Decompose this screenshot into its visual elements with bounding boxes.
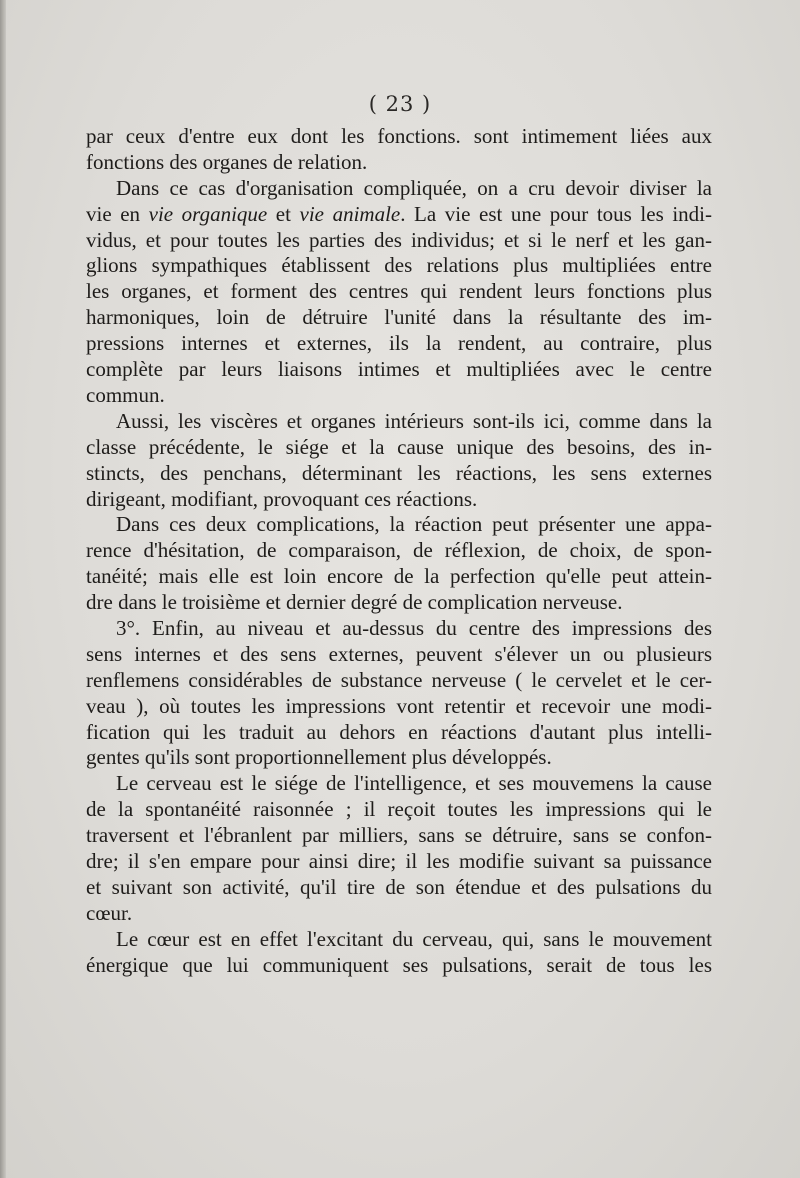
text-line: et suivant son activité, qu'il tire de son étendue et des pulsations du <box>86 874 712 899</box>
text-line: fonctions des organes de relation. <box>86 149 368 174</box>
text-line: harmoniques, loin de détruire l'unité dans la résultante des im- <box>86 305 712 330</box>
page-binding-edge <box>0 0 6 1178</box>
text-line: tanéité; mais elle est loin encore de la perfection qu'elle peut attein- <box>86 564 712 589</box>
text-line: traversent et l'ébranlent par milliers, sans se détruire, sans se confon- <box>86 823 712 848</box>
text-segment: vie en <box>86 201 149 226</box>
text-line: les organes, et forment des centres qui rendent leurs fonctions plus <box>86 279 712 304</box>
text-line-with-italics <box>86 202 712 228</box>
text-line: stincts, des penchans, déterminant les réactions, les sens externes <box>86 460 712 485</box>
text-line: dre; il s'en empare pour ainsi dire; il les modifie suivant sa puissance <box>86 849 712 874</box>
text-line: Le cœur est en effet l'excitant du cerveau, qui, sans le mouvement <box>116 926 712 951</box>
text-line: glions sympathiques établissent des relations plus multipliées entre <box>86 253 712 278</box>
page-number: ( 23 ) <box>368 92 432 116</box>
text-line: dre dans le troisième et dernier degré de complication nerveuse. <box>86 590 623 615</box>
text-line: commun. <box>86 382 165 407</box>
text-line: Le cerveau est le siége de l'intelligence, et ses mouvemens la cause <box>116 771 712 796</box>
text-line: rence d'hésitation, de comparaison, de réflexion, de choix, de spon- <box>86 538 712 563</box>
text-line: veau ), où toutes les impressions vont retentir et recevoir une modi- <box>86 693 712 718</box>
body-text <box>86 124 712 978</box>
text-line: 3°. Enfin, au niveau et au-dessus du centre des impressions des <box>116 615 712 640</box>
text-line: Dans ces deux complications, la réaction peut présenter une appa- <box>116 512 712 537</box>
text-line: sens internes et des sens externes, peuvent s'élever un ou plusieurs <box>86 641 712 666</box>
text-line: dirigeant, modifiant, provoquant ces réactions. <box>86 486 478 511</box>
text-line: énergique que lui communiquent ses pulsations, serait de tous les <box>86 952 712 977</box>
italic-term: vie animale <box>299 201 401 226</box>
text-line: Aussi, les viscères et organes intérieurs sont-ils ici, comme dans la <box>116 408 712 433</box>
text-line: fication qui les traduit au dehors en réactions d'autant plus intelli- <box>86 719 712 744</box>
text-line: par ceux d'entre eux dont les fonctions. sont intimement liées aux <box>86 124 712 148</box>
text-line: de la spontanéité raisonnée ; il reçoit toutes les impressions qui le <box>86 797 712 822</box>
text-line: vidus, et pour toutes les parties des individus; et si le nerf et les gan- <box>86 227 712 252</box>
text-line: renflemens considérables de substance nerveuse ( le cervelet et le cer- <box>86 667 712 692</box>
text-line: classe précédente, le siége et la cause unique des besoins, des in- <box>86 434 712 459</box>
italic-term: vie organique <box>148 201 268 226</box>
text-segment: . La vie est une pour tous les indi- <box>400 201 712 226</box>
text-line: pressions internes et externes, ils la rendent, au contraire, plus <box>86 331 712 356</box>
text-line: Dans ce cas d'organisation compliquée, on a cru devoir diviser la <box>116 175 712 200</box>
text-segment: et <box>267 201 300 226</box>
text-line: cœur. <box>86 900 133 925</box>
text-line: gentes qu'ils sont proportionnellement plus développés. <box>86 745 552 770</box>
text-line: complète par leurs liaisons intimes et multipliées avec le centre <box>86 357 712 382</box>
